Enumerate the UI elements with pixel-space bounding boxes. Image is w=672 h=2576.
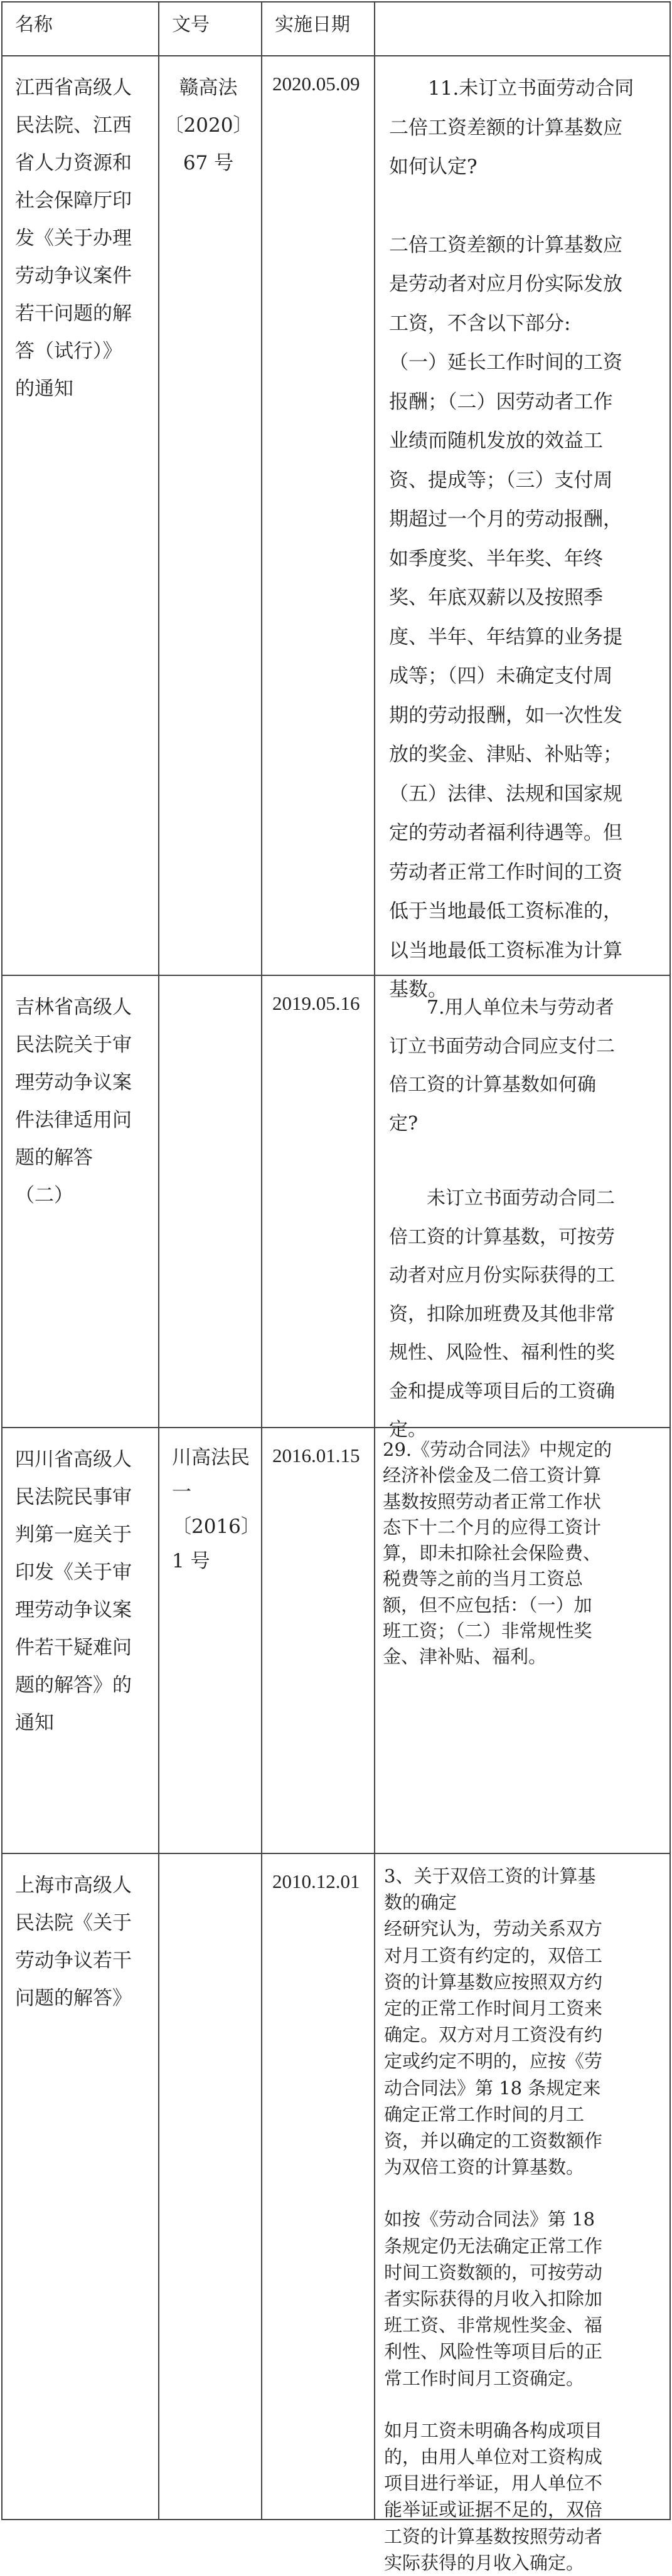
row-2-content	[375, 976, 669, 1441]
row-4-doc-number	[159, 1854, 261, 2519]
header-name: 名称	[15, 14, 53, 36]
row-4-question: 3、关于双倍工资的计算基 数的确定 经研究认为，劳动关系双方 对月工资有约定的，双倍工 资的计算基数应按照双方约 定的正常工作时间月工资来 确定。双方对月工资没有约 定或约定不明的，应按《劳 动合同法》第 18 条规定来 确定正常工作时间的月工 资，并以确定的工资数额作 为双倍工资的计算基数。	[384, 1865, 603, 2178]
row-3-question: 29.《劳动合同法》中规定的 经济补偿金及二倍工资计算 基数按照劳动者正常工作状 态下十二个月的应得工资计 算，即未扣除社会保险费、 税费等之前的当月工资总 额，但不应包括：（一）加 班工资；（二）非常规性奖 金、津补贴、福利。	[383, 1439, 612, 1668]
header-doc-number: 文号	[172, 14, 210, 36]
row-2-name: 吉林省高级人 民法院关于审 理劳动争议案 件法律适用问 题的解答 （二）	[15, 996, 132, 1207]
row-2-date: 2019.05.16	[272, 992, 360, 1014]
row-1-question: 11.未订立书面劳动合同 二倍工资差额的计算基数应 如何认定?	[389, 77, 634, 178]
row-3-date: 2016.01.15	[272, 1444, 360, 1466]
row-4-content	[375, 1854, 669, 2573]
row-2-answer: 未订立书面劳动合同二 倍工资的计算基数，可按劳 动者对应月份实际获得的工 资，扣除加班费及其他非常 规性、风险性、福利性的奖 金和提成等项目后的工资确 定。	[389, 1187, 615, 1441]
row-1-answer: 二倍工资差额的计算基数应 是劳动者对应月份实际发放 工资，不含以下部分: （一）延长工作时间的工资 报酬；（二）因劳动者工作 业绩而随机发放的效益工 资、提成等；（三）支付周 期超过一个月的劳动报酬， 如季度奖、半年奖、年终 奖、年底双薪以及按照季 度、半年、年结算的业务提 成等；（四）未确定支付周 期的劳动报酬，如一次性发 放的奖金、津贴、补贴等； （五）法律、法规和国家规 定的劳动者福利待遇等。但 劳动者正常工作时间的工资 低于当地最低工资标准的， 以当地最低工资标准为计算 基数。	[389, 233, 622, 1001]
row-4-extra: 如月工资未明确各构成项目 的，由用人单位对工资构成 项目进行举证，用人单位不 能举证或证据不足的，双倍 工资的计算基数按照劳动者 实际获得的月收入确定。	[384, 2419, 603, 2573]
row-3-doc-number: 川高法民 一 〔2016〕 1 号	[172, 1446, 260, 1572]
row-3-name: 四川省高级人 民法院民事审 判第一庭关于 印发《关于审 理劳动争议案 件若干疑难问 题的解答》的 通知	[15, 1448, 132, 1734]
row-4-date: 2010.12.01	[272, 1870, 360, 1892]
row-1-date: 2020.05.09	[272, 73, 360, 95]
row-1-content	[375, 56, 669, 1001]
row-4-answer: 如按《劳动合同法》第 18 条规定仍无法确定正常工作 时间工资数额的，可按劳动 者实际获得的月收入扣除加 班工资、非常规性奖金、福 利性、风险性等项目后的正 常工作时间月工资确定。	[384, 2208, 603, 2389]
header-content	[375, 3, 669, 55]
row-2-question: 7.用人单位未与劳动者 订立书面劳动合同应支付二 倍工资的计算基数如何确 定?	[389, 997, 615, 1135]
table-border-right	[669, 1, 671, 2520]
row-1-doc-number: 赣高法 〔2020〕 67 号	[164, 77, 253, 174]
row-1-name: 江西省高级人 民法院、江西 省人力资源和 社会保障厅印 发《关于办理 劳动争议案件 若干问题的解 答（试行）》 的通知	[15, 77, 132, 400]
header-effective-date: 实施日期	[275, 14, 350, 36]
row-3-content	[375, 1428, 669, 1853]
row-2-doc-number	[159, 976, 261, 1427]
row-4-name: 上海市高级人 民法院《关于 劳动争议若干 问题的解答》	[15, 1874, 132, 2010]
